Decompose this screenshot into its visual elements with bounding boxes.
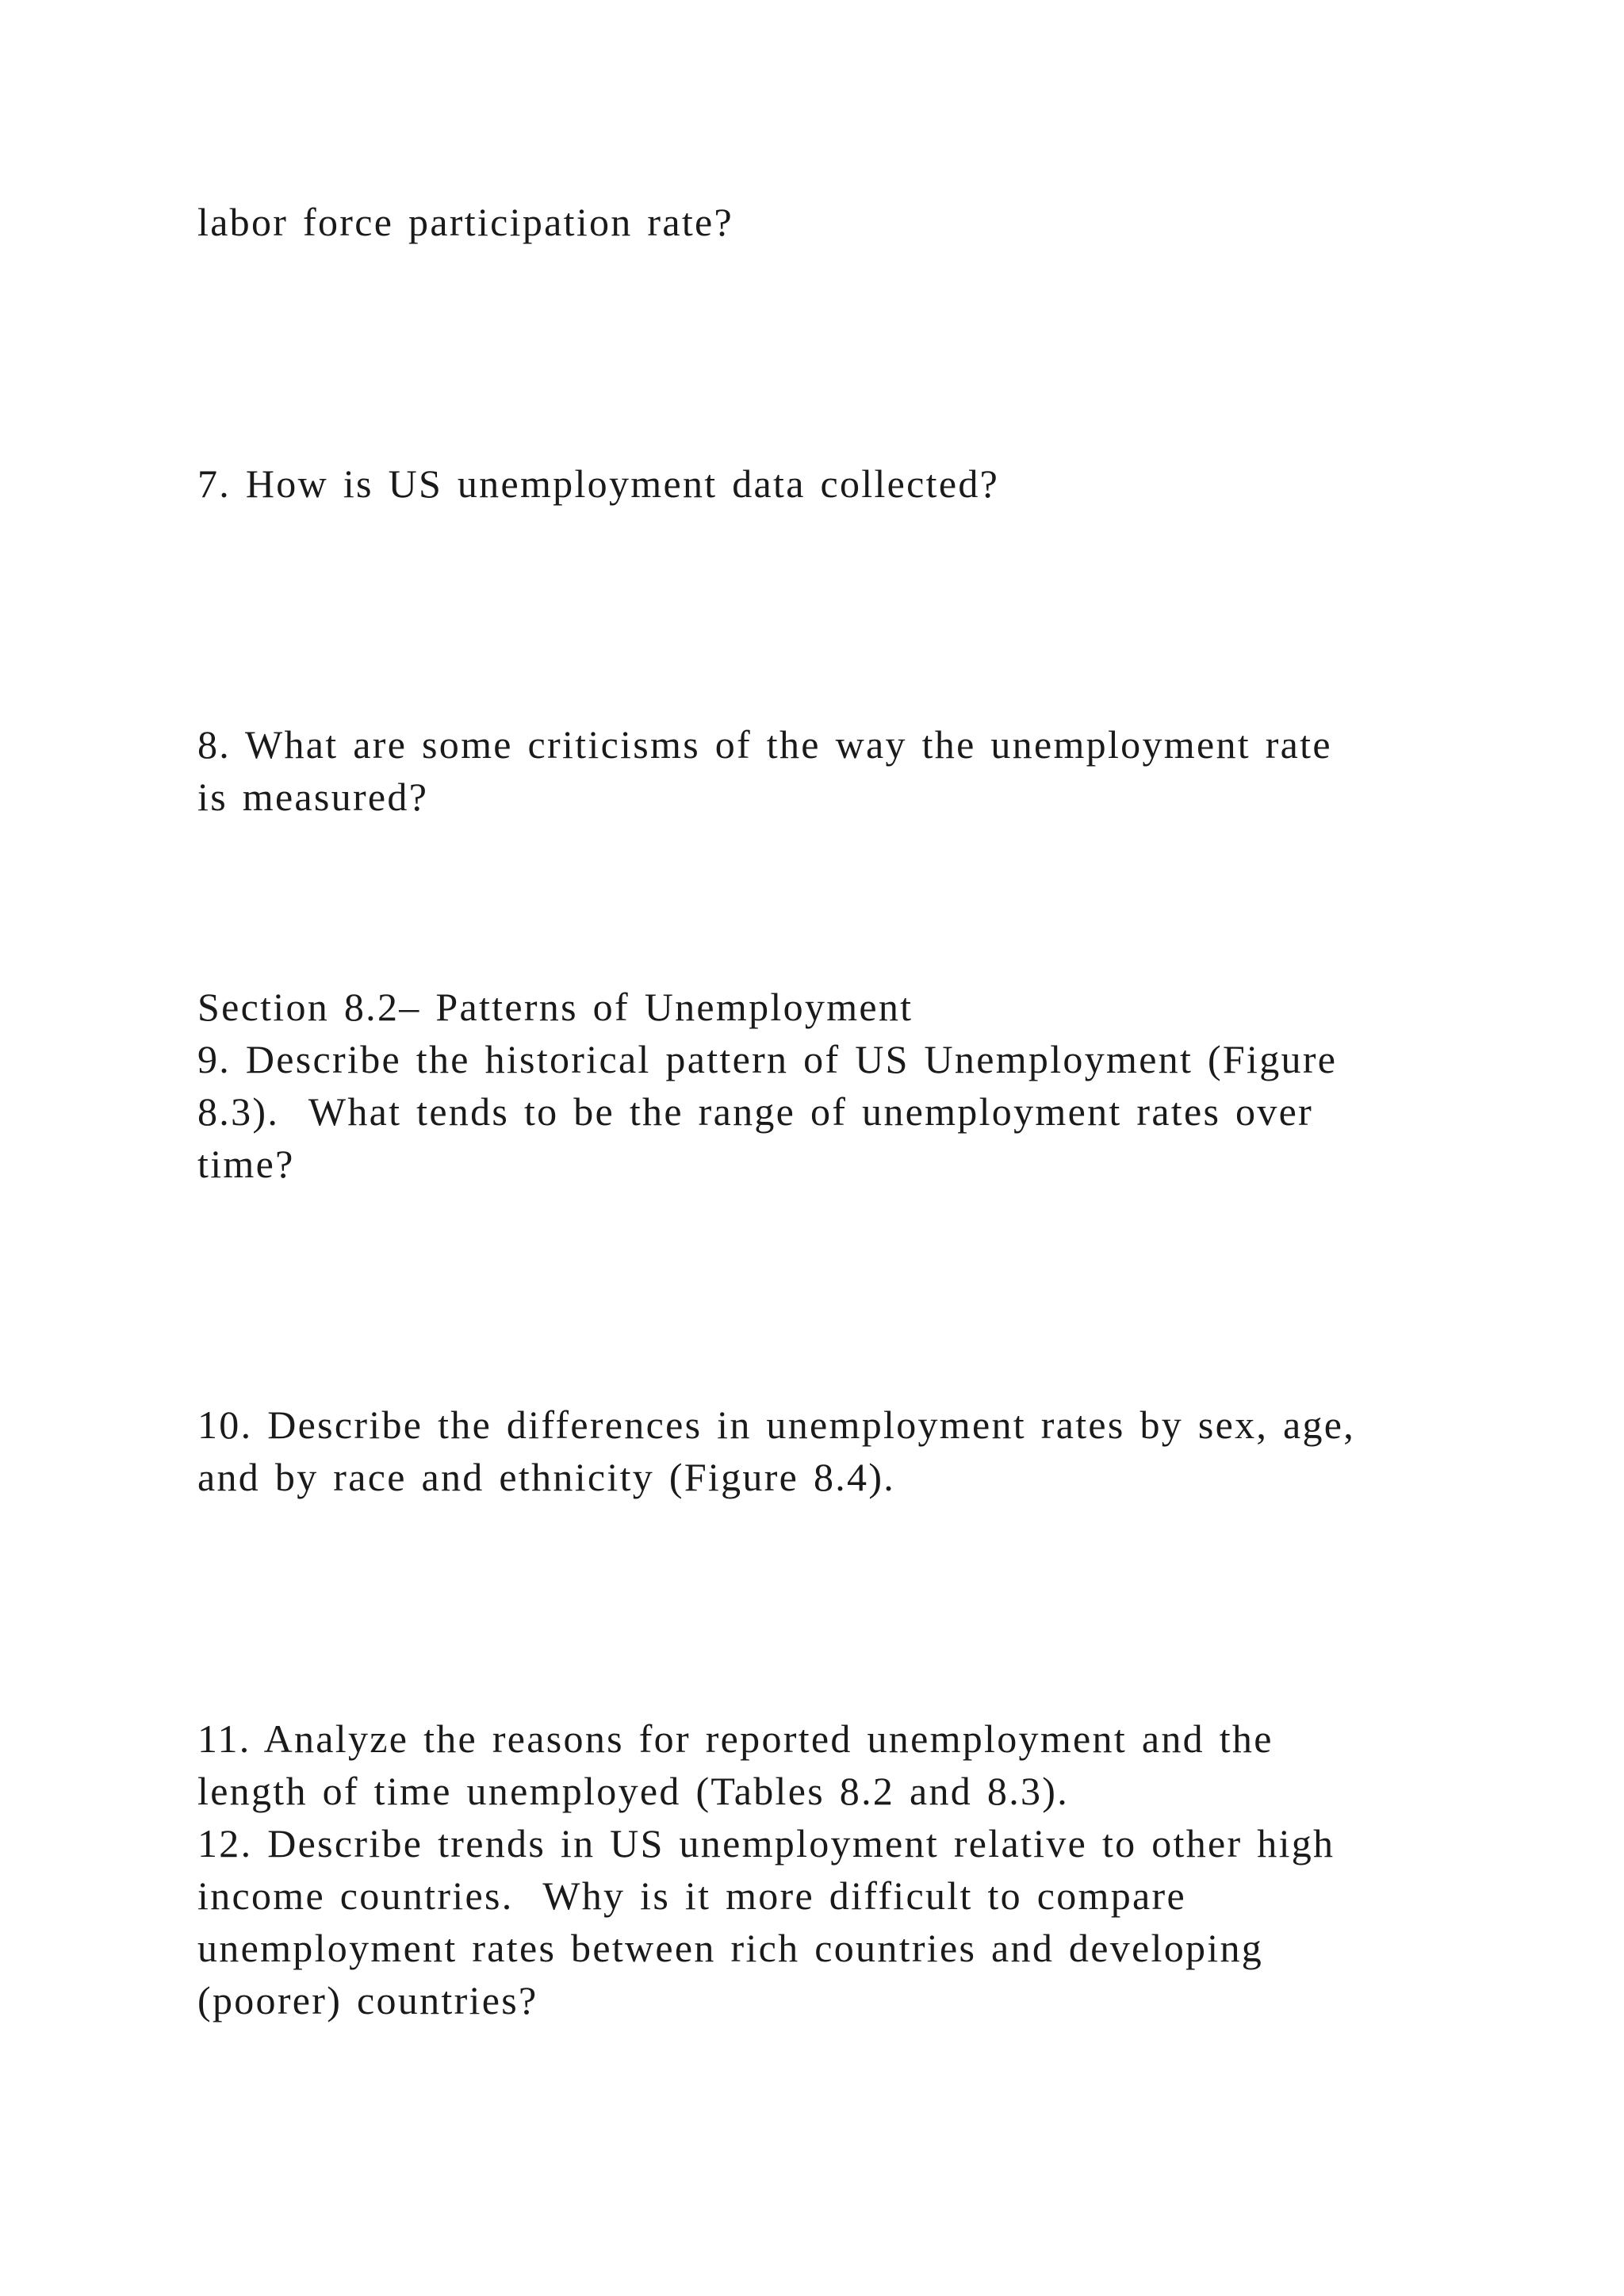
text-line: income countries. Why is it more difficult to compare <box>197 1873 1186 1918</box>
question-9: 9. Describe the historical pattern of US Unemployment (Figure <box>197 1037 1338 1081</box>
question-10: 10. Describe the differences in unemployment rates by sex, age, <box>197 1402 1356 1447</box>
section-heading: Section 8.2– Patterns of Unemployment <box>197 985 914 1029</box>
text-line: is measured? <box>197 775 429 819</box>
text-line: time? <box>197 1142 295 1186</box>
text-line: unemployment rates between rich countries and developing <box>197 1926 1264 1970</box>
question-11: 11. Analyze the reasons for reported unemployment and the <box>197 1716 1274 1761</box>
text-line: length of time unemployed (Tables 8.2 and 8.3). <box>197 1769 1070 1813</box>
text-line: (poorer) countries? <box>197 1978 538 2022</box>
question-7: 7. How is US unemployment data collected? <box>197 461 1000 506</box>
question-12: 12. Describe trends in US unemployment relative to other high <box>197 1821 1335 1866</box>
text-line: and by race and ethnicity (Figure 8.4). <box>197 1455 896 1499</box>
text-line: 8.3). What tends to be the range of unemployment rates over <box>197 1089 1314 1134</box>
text-line: labor force participation rate? <box>197 200 734 244</box>
question-8: 8. What are some criticisms of the way the unemployment rate <box>197 722 1332 767</box>
